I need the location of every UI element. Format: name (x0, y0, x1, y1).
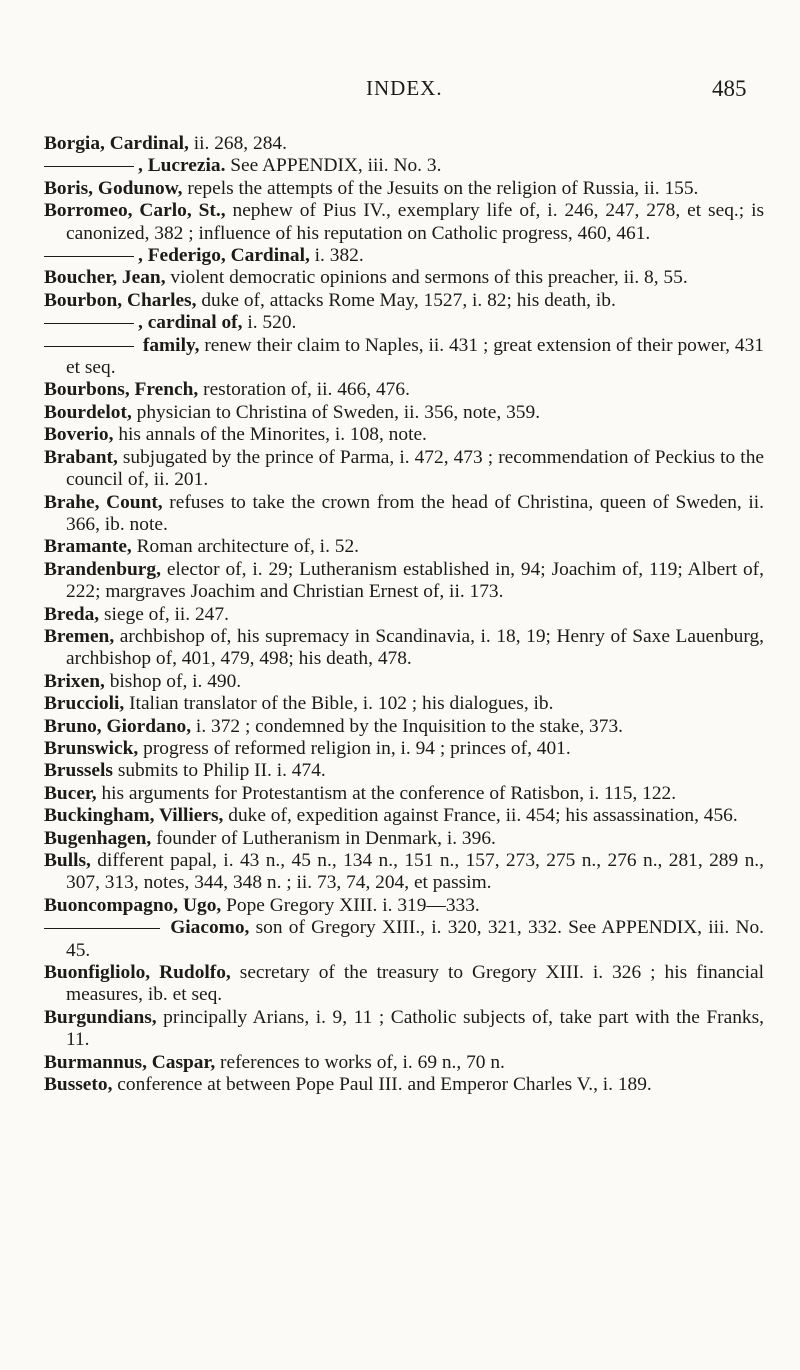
index-entry (44, 155, 764, 177)
entry-references: duke of, attacks Rome May, 1527, i. 82; his death, ib. (196, 289, 616, 311)
index-entry (44, 312, 764, 334)
entry-references: subjugated by the prince of Parma, i. 472, 473 ; recommendation of Peckius to the council of, ii. 201. (66, 446, 764, 491)
entry-headword: Bourbons, French, (44, 379, 199, 401)
entry-references: secretary of the treasury to Gregory XIII. i. 326 ; his financial measures, ib. et seq. (66, 962, 764, 1006)
entry-headword: Burgundians, (44, 1006, 157, 1028)
index-entry (44, 850, 764, 895)
entry-headword: , Lucrezia. (138, 155, 226, 177)
entry-headword: Brahe, Count, (44, 491, 163, 513)
entry-headword: Bulls, (44, 850, 91, 871)
index-entry (44, 559, 764, 604)
entry-references: restoration of, ii. 466, 476. (198, 379, 410, 401)
index-entry (44, 424, 764, 446)
entry-references: elector of, i. 29; Lutheranism established in, 94; Joachim of, 119; Albert of, 222; margraves Joachim and Christian Ernest of, ii. 173. (66, 558, 764, 603)
entry-references: physician to Christina of Sweden, ii. 356, note, 359. (131, 401, 541, 423)
entry-references: conference at between Pope Paul III. and Emperor Charles V., i. 189. (112, 1074, 652, 1096)
entry-references: renew their claim to Naples, ii. 431 ; great extension of their power, 431 et seq. (66, 334, 764, 379)
index-entry (44, 447, 764, 492)
entry-references: references to works of, i. 69 n., 70 n. (215, 1051, 505, 1073)
running-head (0, 76, 800, 106)
entry-headword: Busseto, (44, 1074, 113, 1096)
entry-headword: Boverio, (44, 424, 114, 446)
ditto-dash (44, 256, 134, 257)
index-entry (44, 828, 764, 850)
index-entry (44, 716, 764, 738)
entry-references: different papal, i. 43 n., 45 n., 134 n., 151 n., 157, 273, 275 n., 276 n., 281, 289 n., 307, 313, notes, 344, 348 n. ; ii. 73, 74, 204, et passim. (66, 850, 764, 894)
entry-headword: Borromeo, Carlo, St., (44, 200, 226, 222)
index-entry (44, 133, 764, 155)
entry-headword: Bramante, (44, 536, 132, 558)
index-entry (44, 492, 764, 537)
index-entry (44, 626, 764, 671)
entry-headword: Boris, Godunow, (44, 177, 183, 199)
running-head-title: INDEX. (366, 76, 443, 100)
index-entry (44, 1074, 764, 1096)
index-entry (44, 1007, 764, 1052)
entry-headword: , Federigo, Cardinal, (138, 245, 310, 267)
entry-references: nephew of Pius IV., exemplary life of, i. 246, 247, 278, et seq.; is canonized, 382 ; influence of his reputation on Catholic progress, 460, 461. (66, 200, 765, 244)
index-entries (44, 133, 764, 1096)
entry-headword: Bruccioli, (44, 693, 125, 715)
index-entry (44, 604, 764, 626)
entry-references: violent democratic opinions and sermons of this preacher, ii. 8, 55. (165, 267, 688, 289)
entry-references: bishop of, i. 490. (104, 670, 242, 692)
entry-headword: Brunswick, (44, 737, 139, 759)
index-entry (44, 783, 764, 805)
entry-headword: Burmannus, Caspar, (44, 1051, 216, 1073)
index-entry (44, 895, 764, 917)
index-entry (44, 245, 764, 267)
ditto-dash (44, 346, 134, 347)
entry-headword: Brabant, (44, 446, 118, 468)
entry-references: his arguments for Protestantism at the conference of Ratisbon, i. 115, 122. (96, 782, 677, 804)
page-number: 485 (712, 76, 747, 101)
entry-references: principally Arians, i. 9, 11 ; Catholic subjects of, take part with the Franks, 11. (66, 1006, 764, 1051)
index-entry (44, 917, 764, 962)
index-entry (44, 536, 764, 558)
index-entry (44, 962, 764, 1007)
index-entry (44, 805, 764, 827)
index-entry (44, 379, 764, 401)
entry-references: siege of, ii. 247. (99, 603, 229, 625)
entry-references: i. 372 ; condemned by the Inquisition to the stake, 373. (191, 715, 623, 737)
index-entry (44, 178, 764, 200)
index-entry (44, 267, 764, 289)
index-entry (44, 290, 764, 312)
ditto-dash (44, 928, 160, 929)
entry-headword: Bourdelot, (44, 401, 132, 423)
index-entry (44, 402, 764, 424)
entry-references: archbishop of, his supremacy in Scandinavia, i. 18, 19; Henry of Saxe Lauenburg, archbishop of, 401, 479, 498; his death, 478. (66, 625, 764, 670)
entry-headword: Bruno, Giordano, (44, 715, 192, 737)
index-entry (44, 738, 764, 760)
index-entry (44, 1052, 764, 1074)
entry-headword: Bugenhagen, (44, 827, 152, 849)
entry-references: duke of, expedition against France, ii. 454; his assassination, 456. (223, 805, 738, 827)
entry-references: repels the attempts of the Jesuits on the religion of Russia, ii. 155. (182, 177, 699, 199)
index-entry (44, 335, 764, 380)
ditto-dash (44, 323, 134, 324)
entry-references: See APPENDIX, iii. No. 3. (225, 155, 442, 177)
entry-headword: Brussels (44, 760, 113, 782)
index-entry (44, 693, 764, 715)
entry-headword: Breda, (44, 603, 100, 625)
entry-headword: Bremen, (44, 625, 115, 647)
entry-references: his annals of the Minorites, i. 108, note. (113, 424, 427, 446)
entry-references: founder of Lutheranism in Denmark, i. 396. (151, 827, 496, 849)
entry-headword: Boucher, Jean, (44, 267, 166, 289)
ditto-dash (44, 166, 134, 167)
entry-references: refuses to take the crown from the head of Christina, queen of Sweden, ii. 366, ib. note. (66, 491, 764, 535)
entry-headword: Bucer, (44, 782, 97, 804)
entry-headword: , cardinal of, (138, 312, 243, 334)
entry-references: submits to Philip II. i. 474. (112, 760, 326, 782)
entry-headword: Buckingham, Villiers, (44, 805, 224, 827)
entry-headword: Buonfigliolo, Rudolfo, (44, 962, 231, 984)
entry-headword: family, (138, 334, 200, 356)
entry-headword: Brandenburg, (44, 558, 161, 580)
entry-references: i. 382. (309, 245, 364, 267)
entry-headword: Brixen, (44, 670, 105, 692)
index-entry (44, 200, 764, 245)
index-entry (44, 671, 764, 693)
entry-references: i. 520. (242, 312, 297, 334)
entry-references: Italian translator of the Bible, i. 102 ; his dialogues, ib. (124, 693, 554, 715)
entry-headword: Buoncompagno, Ugo, (44, 894, 222, 916)
entry-headword: Giacomo, (164, 917, 250, 939)
entry-references: son of Gregory XIII., i. 320, 321, 332. See APPENDIX, iii. No. 45. (66, 917, 764, 961)
entry-headword: Bourbon, Charles, (44, 289, 197, 311)
entry-references: progress of reformed religion in, i. 94 ; princes of, 401. (138, 737, 571, 759)
entry-references: Roman architecture of, i. 52. (131, 536, 360, 558)
index-entry (44, 760, 764, 782)
entry-references: ii. 268, 284. (188, 133, 287, 154)
entry-references: Pope Gregory XIII. i. 319—333. (221, 894, 480, 916)
entry-headword: Borgia, Cardinal, (44, 133, 189, 154)
